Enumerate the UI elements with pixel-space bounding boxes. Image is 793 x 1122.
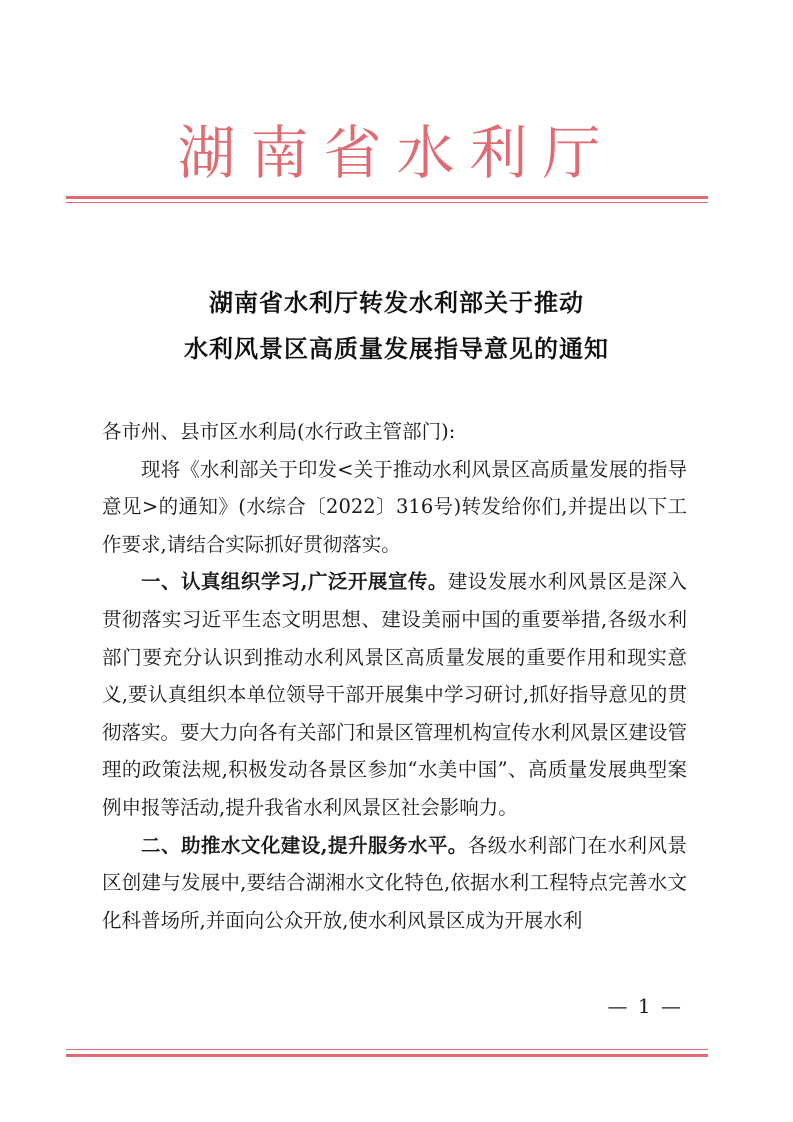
page-number: — 1 —: [607, 994, 683, 1018]
letterhead-rule-thin: [66, 202, 708, 203]
section-1-paragraph: [102, 563, 687, 826]
section-2-body: 各级水利部门在水利风景区创建与发展中,要结合湖湘水文化特色,依据水利工程特点完善水文化科普场所,并面向公众开放,使水利风景区成为开展水利: [102, 833, 687, 932]
document-title-line-1: 湖南省水利厅转发水利部关于推动: [209, 288, 584, 317]
letterhead-rule: [66, 196, 708, 199]
section-2-paragraph: [102, 827, 687, 940]
document-body: [102, 413, 687, 939]
document-title: [0, 280, 793, 372]
intro-paragraph: 现将《水利部关于印发<关于推动水利风景区高质量发展的指导意见>的通知》(水综合〔2022〕316号)转发给你们,并提出以下工作要求,请结合实际抓好贯彻落实。: [102, 457, 687, 556]
section-2-heading: 二、助推水文化建设,提升服务水平。: [141, 833, 468, 857]
salutation: 各市州、县市区水利局(水行政主管部门):: [102, 420, 456, 443]
document-title-line-2: 水利风景区高质量发展指导意见的通知: [184, 334, 609, 363]
footer-rule-thin: [66, 1049, 708, 1050]
section-1-heading: 一、认真组织学习,广泛开展宣传。: [141, 570, 448, 594]
footer-rule: [66, 1054, 708, 1057]
section-1-body: 建设发展水利风景区是深入贯彻落实习近平生态文明思想、建设美丽中国的重要举措,各级水利部门要充分认识到推动水利风景区高质量发展的重要作用和现实意义,要认真组织本单位领导干部开展集中学习研讨,抓好指导意见的贯彻落实。要大力向各有关部门和景区管理机构宣传水利风景区建设管理的政策法规,积极发动各景区参加“水美中国”、高质量发展典型案例申报等活动,提升我省水利风景区社会影响力。: [102, 570, 688, 819]
letterhead-title: 湖南省水利厅: [177, 119, 616, 187]
